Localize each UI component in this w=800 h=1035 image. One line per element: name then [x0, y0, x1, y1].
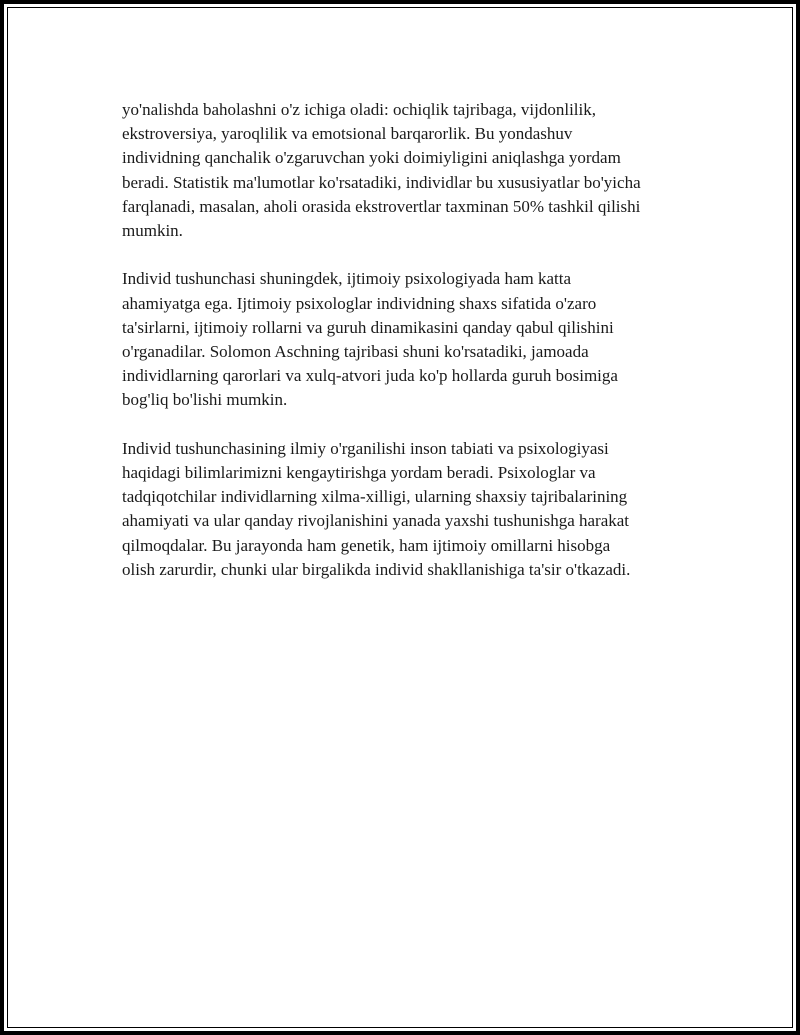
paragraph-line: farqlanadi, masalan, aholi orasida ekstrovertlar taxminan 50% tashkil qilishi — [122, 196, 641, 216]
paragraph-line: Individ tushunchasi shuningdek, ijtimoiy psixologiyada ham katta — [122, 269, 572, 289]
paragraph-line: yo'nalishda baholashni o'z ichiga oladi: ochiqlik tajribaga, vijdonlilik, — [122, 100, 596, 119]
paragraph-3 — [122, 437, 722, 582]
paragraph-line: qilmoqdalar. Bu jarayonda ham genetik, ham ijtimoiy omillarni hisobga — [122, 535, 611, 555]
paragraph-line: individlarning qarorlari va xulq-atvori juda ko'p hollarda guruh bosimiga — [122, 366, 618, 386]
paragraph-line: ekstroversiya, yaroqlilik va emotsional barqarorlik. Bu yondashuv — [122, 124, 573, 144]
paragraph-line: o'rganadilar. Solomon Aschning tajribasi shuni ko'rsatadiki, jamoada — [122, 342, 589, 362]
paragraph-1 — [122, 98, 722, 243]
paragraph-line: haqidagi bilimlarimizni kengaytirishga yordam beradi. Psixologlar va — [122, 463, 596, 483]
paragraph-line: Individ tushunchasining ilmiy o'rganilishi inson tabiati va psixologiyasi — [122, 438, 609, 458]
paragraph-line: beradi. Statistik ma'lumotlar ko'rsatadiki, individlar bu xususiyatlar bo'yicha — [122, 172, 641, 192]
paragraph-line: bog'liq bo'lishi mumkin. — [122, 390, 288, 410]
paragraph-line: olish zarurdir, chunki ular birgalikda individ shakllanishiga ta'sir o'tkazadi. — [122, 559, 631, 579]
document-body — [122, 98, 722, 606]
paragraph-line: ahamiyati va ular qanday rivojlanishini yanada yaxshi tushunishga harakat — [122, 511, 630, 531]
paragraph-line: tadqiqotchilar individlarning xilma-xilligi, ularning shaxsiy tajribalarining — [122, 487, 628, 507]
paragraph-line: mumkin. — [122, 221, 183, 241]
paragraph-2 — [122, 267, 722, 412]
paragraph-line: ahamiyatga ega. Ijtimoiy psixologlar individning shaxs sifatida o'zaro — [122, 293, 597, 313]
paragraph-line: individning qanchalik o'zgaruvchan yoki doimiyligini aniqlashga yordam — [122, 148, 621, 168]
paragraph-line: ta'sirlarni, ijtimoiy rollarni va guruh dinamikasini qanday qabul qilishini — [122, 317, 614, 337]
